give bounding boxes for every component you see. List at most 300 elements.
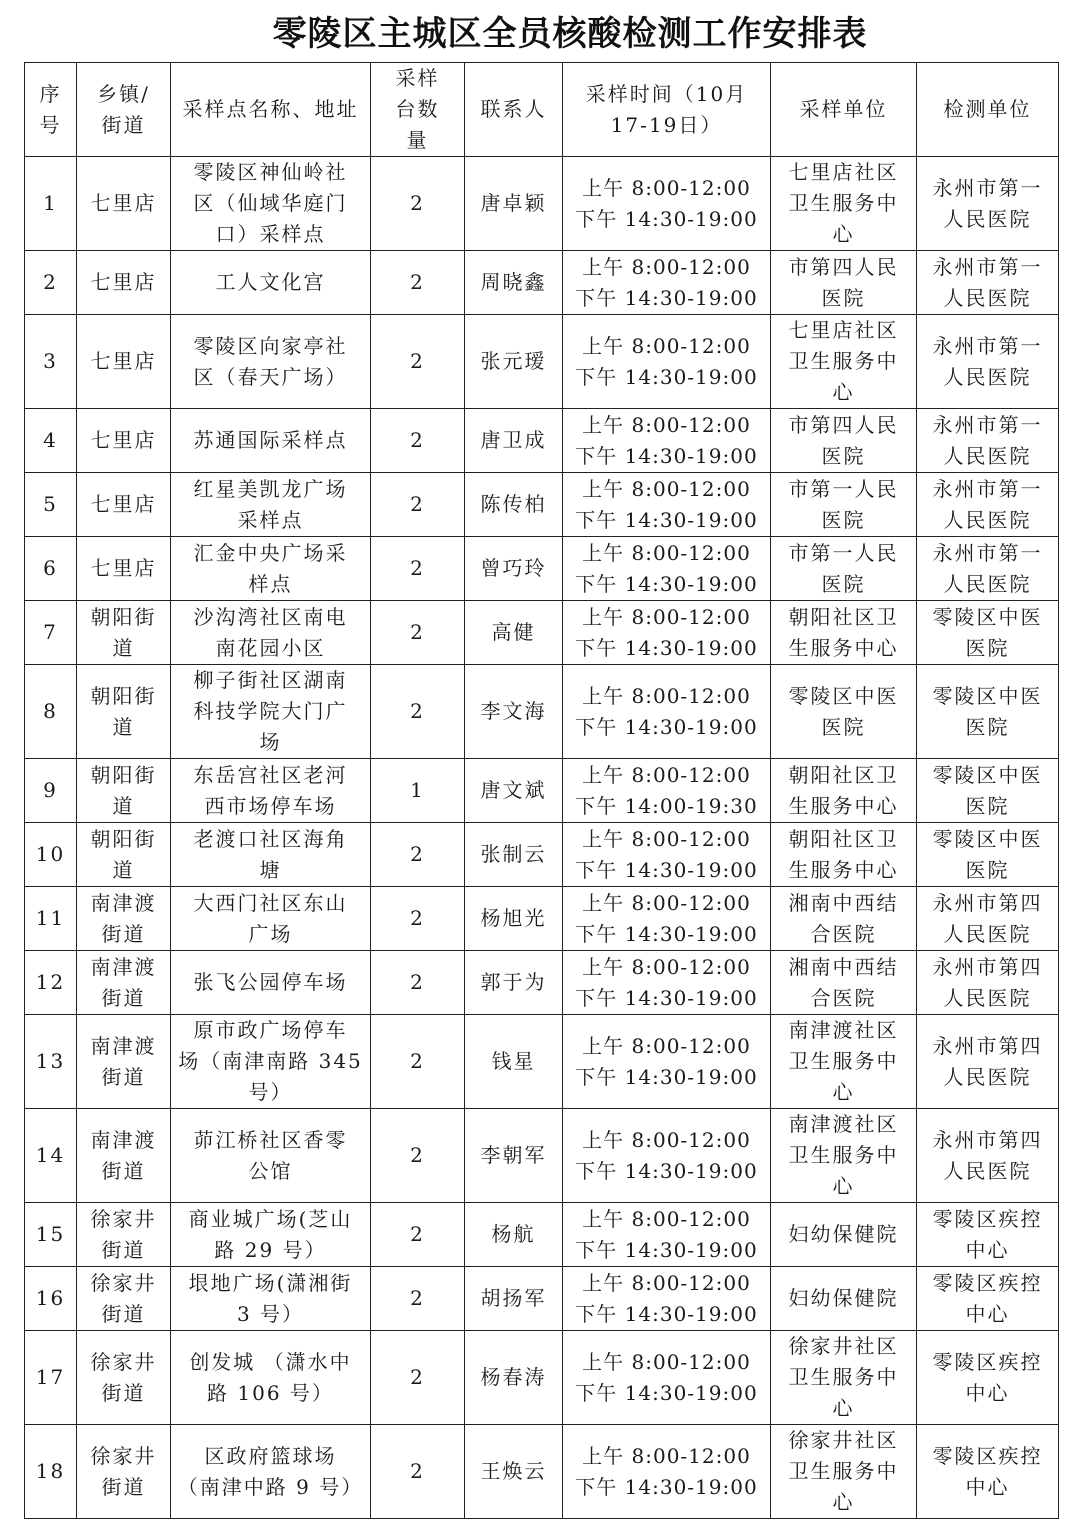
cell-sampling-unit	[771, 157, 917, 251]
cell-line: 零陵区神仙岭社	[193, 160, 348, 184]
table-row	[25, 251, 1059, 315]
cell-line: 心	[832, 1396, 855, 1420]
cell-line: 妇幼保健院	[788, 1286, 899, 1310]
cell-line: 永州市第一	[932, 540, 1043, 565]
cell-line: 垠地广场(潇湘街	[188, 1270, 353, 1295]
cell-line: 零陵区中医	[932, 762, 1043, 787]
cell-line: 街道	[101, 1380, 146, 1405]
cell-sampling-unit	[771, 409, 917, 473]
cell-time	[563, 157, 771, 251]
cell-testing-unit	[917, 1331, 1059, 1425]
time-am: 上午 8:00-12:00	[582, 333, 751, 358]
cell-site	[171, 1331, 371, 1425]
cell-line: 中心	[965, 1474, 1010, 1499]
cell-time	[563, 823, 771, 887]
cell-contact: 周晓鑫	[465, 251, 563, 315]
cell-seq: 8	[25, 665, 77, 759]
time-am: 上午 8:00-12:00	[582, 1206, 751, 1231]
cell-line: 南津渡社区	[788, 1018, 899, 1042]
time-am: 上午 8:00-12:00	[582, 175, 751, 200]
cell-line: 商业城广场(芝山	[188, 1206, 353, 1231]
cell-line: 场（南津南路 345	[178, 1049, 363, 1073]
table-row	[25, 823, 1059, 887]
cell-testing-unit	[917, 1267, 1059, 1331]
cell-line: 朝阳社区卫	[788, 826, 899, 851]
cell-line: 区（春天广场）	[193, 364, 348, 389]
cell-line: 医院	[965, 793, 1010, 818]
cell-count: 2	[371, 315, 465, 409]
cell-line: 卫生服务中	[788, 1459, 899, 1483]
cell-count: 2	[371, 665, 465, 759]
cell-line: 街道	[101, 1064, 146, 1089]
cell-line: 张飞公园停车场	[193, 970, 348, 994]
time-pm: 下午 14:30-19:00	[575, 571, 758, 596]
header-line: 采样单位	[799, 97, 888, 121]
cell-line: 湘南中西结	[788, 954, 899, 979]
cell-line: 人民医院	[943, 921, 1032, 946]
cell-line: 茆江桥社区香零	[193, 1127, 348, 1152]
cell-time	[563, 315, 771, 409]
cell-line: 妇幼保健院	[788, 1222, 899, 1246]
cell-testing-unit	[917, 1015, 1059, 1109]
cell-line: 南津渡社区	[788, 1112, 899, 1136]
time-am: 上午 8:00-12:00	[582, 826, 751, 851]
cell-line: 徐家井	[90, 1270, 157, 1295]
table-row	[25, 157, 1059, 251]
cell-contact: 张元瑷	[465, 315, 563, 409]
cell-seq: 3	[25, 315, 77, 409]
cell-time	[563, 409, 771, 473]
cell-sampling-unit	[771, 1109, 917, 1203]
cell-line: 南花园小区	[215, 635, 326, 660]
cell-line: 人民医院	[943, 206, 1032, 231]
cell-line: 永州市第一	[932, 476, 1043, 501]
cell-contact: 唐卫成	[465, 409, 563, 473]
cell-testing-unit	[917, 1109, 1059, 1203]
cell-contact: 钱星	[465, 1015, 563, 1109]
cell-site	[171, 887, 371, 951]
cell-line: 人民医院	[943, 985, 1032, 1010]
cell-line: 汇金中央广场采	[193, 540, 348, 565]
cell-seq: 5	[25, 473, 77, 537]
cell-time	[563, 1331, 771, 1425]
cell-time	[563, 473, 771, 537]
cell-contact: 高健	[465, 601, 563, 665]
cell-line: 零陵区疾控	[932, 1270, 1043, 1295]
cell-line: 卫生服务中	[788, 1049, 899, 1073]
cell-line: 中心	[965, 1301, 1010, 1326]
time-am: 上午 8:00-12:00	[582, 683, 751, 708]
header-line: 采样	[395, 66, 440, 90]
cell-line: 医院	[965, 714, 1010, 739]
time-am: 上午 8:00-12:00	[582, 1443, 751, 1468]
cell-testing-unit	[917, 473, 1059, 537]
cell-sampling-unit	[771, 315, 917, 409]
time-pm: 下午 14:30-19:00	[575, 285, 758, 310]
cell-line: 西市场停车场	[204, 793, 337, 818]
cell-sampling-unit	[771, 1331, 917, 1425]
cell-town	[77, 315, 171, 409]
header-line: 乡镇/	[97, 81, 150, 106]
cell-line: 医院	[965, 857, 1010, 882]
cell-line: 工人文化宫	[215, 270, 326, 294]
cell-line: 南津渡	[90, 1033, 157, 1058]
cell-line: 永州市第一	[932, 175, 1043, 200]
cell-count: 1	[371, 759, 465, 823]
cell-count: 2	[371, 951, 465, 1015]
table-body	[25, 157, 1059, 1519]
cell-town	[77, 823, 171, 887]
time-pm: 下午 14:30-19:00	[575, 985, 758, 1010]
cell-line: 人民医院	[943, 1064, 1032, 1089]
cell-line: 永州市第一	[932, 333, 1043, 358]
cell-town	[77, 665, 171, 759]
header-time	[563, 63, 771, 157]
cell-count: 2	[371, 537, 465, 601]
cell-town	[77, 1203, 171, 1267]
cell-count: 2	[371, 1015, 465, 1109]
table-row	[25, 315, 1059, 409]
table-row	[25, 1015, 1059, 1109]
header-line: 序	[39, 81, 62, 106]
time-am: 上午 8:00-12:00	[582, 890, 751, 915]
cell-testing-unit	[917, 1203, 1059, 1267]
cell-line: 道	[112, 714, 135, 739]
cell-line: 街道	[101, 1237, 146, 1262]
cell-line: 七里店	[90, 270, 157, 294]
cell-site	[171, 251, 371, 315]
cell-line: 七里店社区	[788, 318, 899, 342]
cell-site	[171, 601, 371, 665]
header-line: 台数	[395, 97, 440, 121]
cell-count: 2	[371, 473, 465, 537]
time-pm: 下午 14:30-19:00	[575, 921, 758, 946]
cell-seq: 14	[25, 1109, 77, 1203]
cell-testing-unit	[917, 665, 1059, 759]
cell-line: 样点	[248, 571, 293, 596]
header-line: 量	[406, 128, 429, 152]
cell-contact: 杨旭光	[465, 887, 563, 951]
time-am: 上午 8:00-12:00	[582, 1127, 751, 1152]
cell-line: 人民医院	[943, 443, 1032, 468]
table-row	[25, 1203, 1059, 1267]
time-pm: 下午 14:00-19:30	[575, 793, 758, 818]
cell-line: （南津中路 9 号）	[177, 1474, 364, 1499]
cell-line: 区政府篮球场	[204, 1443, 337, 1468]
cell-line: 心	[832, 380, 855, 404]
cell-line: 朝阳社区卫	[788, 762, 899, 787]
cell-seq: 7	[25, 601, 77, 665]
cell-seq: 2	[25, 251, 77, 315]
cell-line: 朝阳街	[90, 604, 157, 629]
cell-contact: 杨航	[465, 1203, 563, 1267]
cell-line: 生服务中心	[788, 857, 899, 882]
cell-count: 2	[371, 1267, 465, 1331]
time-pm: 下午 14:30-19:00	[575, 1301, 758, 1326]
cell-contact: 张制云	[465, 823, 563, 887]
cell-testing-unit	[917, 887, 1059, 951]
cell-time	[563, 251, 771, 315]
cell-line: 生服务中心	[788, 793, 899, 818]
cell-town	[77, 537, 171, 601]
cell-line: 道	[112, 635, 135, 660]
schedule-table	[24, 62, 1059, 1519]
cell-line: 市第一人民	[788, 540, 899, 565]
cell-count: 2	[371, 251, 465, 315]
cell-line: 零陵区疾控	[932, 1349, 1043, 1374]
cell-sampling-unit	[771, 473, 917, 537]
cell-line: 零陵区疾控	[932, 1206, 1043, 1231]
cell-sampling-unit	[771, 1425, 917, 1519]
cell-line: 街道	[101, 921, 146, 946]
cell-site	[171, 157, 371, 251]
cell-time	[563, 759, 771, 823]
time-pm: 下午 14:30-19:00	[575, 206, 758, 231]
cell-line: 老渡口社区海角	[193, 826, 348, 851]
time-am: 上午 8:00-12:00	[582, 1270, 751, 1295]
cell-time	[563, 1109, 771, 1203]
cell-contact: 王焕云	[465, 1425, 563, 1519]
cell-line: 3 号）	[236, 1301, 305, 1326]
cell-site	[171, 537, 371, 601]
cell-line: 号）	[248, 1080, 293, 1104]
header-seq	[25, 63, 77, 157]
cell-line: 永州市第一	[932, 254, 1043, 279]
cell-sampling-unit	[771, 759, 917, 823]
cell-contact: 曾巧玲	[465, 537, 563, 601]
cell-sampling-unit	[771, 251, 917, 315]
cell-line: 道	[112, 793, 135, 818]
cell-testing-unit	[917, 409, 1059, 473]
cell-time	[563, 887, 771, 951]
cell-count: 2	[371, 1425, 465, 1519]
cell-line: 七里店	[90, 428, 157, 452]
cell-line: 人民医院	[943, 507, 1032, 532]
cell-contact: 李朝军	[465, 1109, 563, 1203]
cell-line: 生服务中心	[788, 635, 899, 660]
cell-testing-unit	[917, 251, 1059, 315]
cell-line: 心	[832, 1080, 855, 1104]
cell-contact: 唐文斌	[465, 759, 563, 823]
cell-time	[563, 1267, 771, 1331]
header-count	[371, 63, 465, 157]
cell-line: 徐家井	[90, 1443, 157, 1468]
cell-count: 2	[371, 409, 465, 473]
cell-line: 公馆	[248, 1158, 293, 1183]
cell-line: 医院	[821, 571, 866, 596]
cell-line: 东岳宫社区老河	[193, 762, 348, 787]
cell-line: 徐家井社区	[788, 1428, 899, 1452]
cell-town	[77, 409, 171, 473]
cell-line: 七里店	[90, 492, 157, 516]
cell-sampling-unit	[771, 1015, 917, 1109]
cell-count: 2	[371, 1203, 465, 1267]
cell-town	[77, 1015, 171, 1109]
time-pm: 下午 14:30-19:00	[575, 857, 758, 882]
cell-line: 零陵区中医	[932, 826, 1043, 851]
cell-line: 大西门社区东山	[193, 890, 348, 915]
cell-line: 柳子街社区湖南	[193, 668, 348, 692]
cell-line: 街道	[101, 1474, 146, 1499]
cell-town	[77, 251, 171, 315]
cell-line: 七里店	[90, 191, 157, 215]
cell-count: 2	[371, 157, 465, 251]
cell-line: 永州市第四	[932, 954, 1043, 979]
table-row	[25, 1331, 1059, 1425]
cell-contact: 胡扬军	[465, 1267, 563, 1331]
cell-town	[77, 157, 171, 251]
cell-town	[77, 1267, 171, 1331]
cell-seq: 17	[25, 1331, 77, 1425]
cell-seq: 16	[25, 1267, 77, 1331]
cell-contact: 唐卓颖	[465, 157, 563, 251]
table-row	[25, 537, 1059, 601]
time-am: 上午 8:00-12:00	[582, 412, 751, 437]
cell-testing-unit	[917, 601, 1059, 665]
time-am: 上午 8:00-12:00	[582, 476, 751, 501]
cell-count: 2	[371, 1331, 465, 1425]
cell-time	[563, 951, 771, 1015]
table-row	[25, 601, 1059, 665]
cell-line: 广场	[248, 921, 293, 946]
cell-line: 路 29 号）	[214, 1237, 327, 1262]
cell-seq: 18	[25, 1425, 77, 1519]
cell-site	[171, 409, 371, 473]
cell-line: 永州市第四	[932, 1127, 1043, 1152]
cell-line: 永州市第四	[932, 890, 1043, 915]
cell-line: 徐家井	[90, 1349, 157, 1374]
cell-time	[563, 1203, 771, 1267]
cell-time	[563, 537, 771, 601]
cell-line: 永州市第四	[932, 1033, 1043, 1058]
cell-time	[563, 1425, 771, 1519]
cell-line: 采样点	[237, 507, 304, 532]
cell-line: 口）采样点	[215, 222, 326, 246]
cell-count: 2	[371, 887, 465, 951]
cell-site	[171, 473, 371, 537]
cell-line: 市第四人民	[788, 412, 899, 437]
cell-line: 路 106 号）	[207, 1380, 334, 1405]
header-line: 号	[39, 112, 62, 137]
cell-seq: 1	[25, 157, 77, 251]
cell-line: 医院	[821, 507, 866, 532]
cell-site	[171, 315, 371, 409]
cell-line: 中心	[965, 1237, 1010, 1262]
table-row	[25, 473, 1059, 537]
cell-line: 人民医院	[943, 1158, 1032, 1183]
cell-line: 合医院	[810, 985, 877, 1010]
cell-line: 七里店	[90, 349, 157, 373]
cell-site	[171, 823, 371, 887]
cell-seq: 13	[25, 1015, 77, 1109]
time-am: 上午 8:00-12:00	[582, 1349, 751, 1374]
cell-testing-unit	[917, 759, 1059, 823]
cell-town	[77, 759, 171, 823]
time-pm: 下午 14:30-19:00	[575, 1474, 758, 1499]
cell-line: 朝阳社区卫	[788, 604, 899, 629]
table-row	[25, 951, 1059, 1015]
cell-contact: 杨春涛	[465, 1331, 563, 1425]
cell-line: 徐家井	[90, 1206, 157, 1231]
cell-line: 塘	[259, 857, 282, 882]
cell-line: 区（仙域华庭门	[193, 191, 348, 215]
cell-site	[171, 951, 371, 1015]
cell-line: 场	[259, 730, 282, 754]
header-site	[171, 63, 371, 157]
cell-line: 零陵区中医	[788, 683, 899, 708]
header-line: 17-19日）	[610, 112, 723, 137]
cell-line: 零陵区中医	[932, 604, 1043, 629]
cell-count: 2	[371, 1109, 465, 1203]
cell-sampling-unit	[771, 665, 917, 759]
cell-time	[563, 601, 771, 665]
cell-seq: 11	[25, 887, 77, 951]
time-pm: 下午 14:30-19:00	[575, 507, 758, 532]
table-row	[25, 1267, 1059, 1331]
cell-town	[77, 601, 171, 665]
table-row	[25, 409, 1059, 473]
cell-line: 沙沟湾社区南电	[193, 604, 348, 629]
cell-seq: 6	[25, 537, 77, 601]
cell-line: 卫生服务中	[788, 191, 899, 215]
cell-line: 人民医院	[943, 571, 1032, 596]
cell-line: 湘南中西结	[788, 890, 899, 915]
cell-line: 卫生服务中	[788, 1143, 899, 1167]
header-sampling-unit	[771, 63, 917, 157]
cell-site	[171, 1015, 371, 1109]
cell-line: 零陵区中医	[932, 683, 1043, 708]
cell-town	[77, 1109, 171, 1203]
cell-line: 市第一人民	[788, 476, 899, 501]
table-row	[25, 665, 1059, 759]
page-title: 零陵区主城区全员核酸检测工作安排表	[272, 14, 868, 54]
header-line: 采样点名称、地址	[182, 97, 359, 121]
cell-line: 街道	[101, 1158, 146, 1183]
time-pm: 下午 14:30-19:00	[575, 1380, 758, 1405]
cell-site	[171, 1203, 371, 1267]
cell-line: 徐家井社区	[788, 1334, 899, 1358]
cell-line: 七里店社区	[788, 160, 899, 184]
cell-line: 零陵区向家亭社	[193, 333, 348, 358]
header-contact	[465, 63, 563, 157]
cell-sampling-unit	[771, 887, 917, 951]
cell-testing-unit	[917, 537, 1059, 601]
cell-line: 苏通国际采样点	[193, 428, 348, 452]
cell-line: 创发城 （潇水中	[189, 1349, 352, 1374]
cell-count: 2	[371, 601, 465, 665]
time-am: 上午 8:00-12:00	[582, 604, 751, 629]
time-pm: 下午 14:30-19:00	[575, 1158, 758, 1183]
cell-sampling-unit	[771, 1267, 917, 1331]
cell-line: 医院	[965, 635, 1010, 660]
cell-line: 七里店	[90, 556, 157, 580]
header-line: 采样时间（10月	[585, 81, 748, 106]
time-pm: 下午 14:30-19:00	[575, 635, 758, 660]
cell-line: 红星美凯龙广场	[193, 476, 348, 501]
cell-contact: 李文海	[465, 665, 563, 759]
cell-line: 中心	[965, 1380, 1010, 1405]
table-row	[25, 1425, 1059, 1519]
header-line: 街道	[101, 112, 146, 137]
cell-town	[77, 1331, 171, 1425]
cell-contact: 郭于为	[465, 951, 563, 1015]
cell-testing-unit	[917, 951, 1059, 1015]
cell-line: 科技学院大门广	[193, 699, 348, 723]
cell-line: 南津渡	[90, 1127, 157, 1152]
cell-line: 心	[832, 1490, 855, 1514]
header-line: 检测单位	[943, 97, 1032, 121]
cell-time	[563, 1015, 771, 1109]
